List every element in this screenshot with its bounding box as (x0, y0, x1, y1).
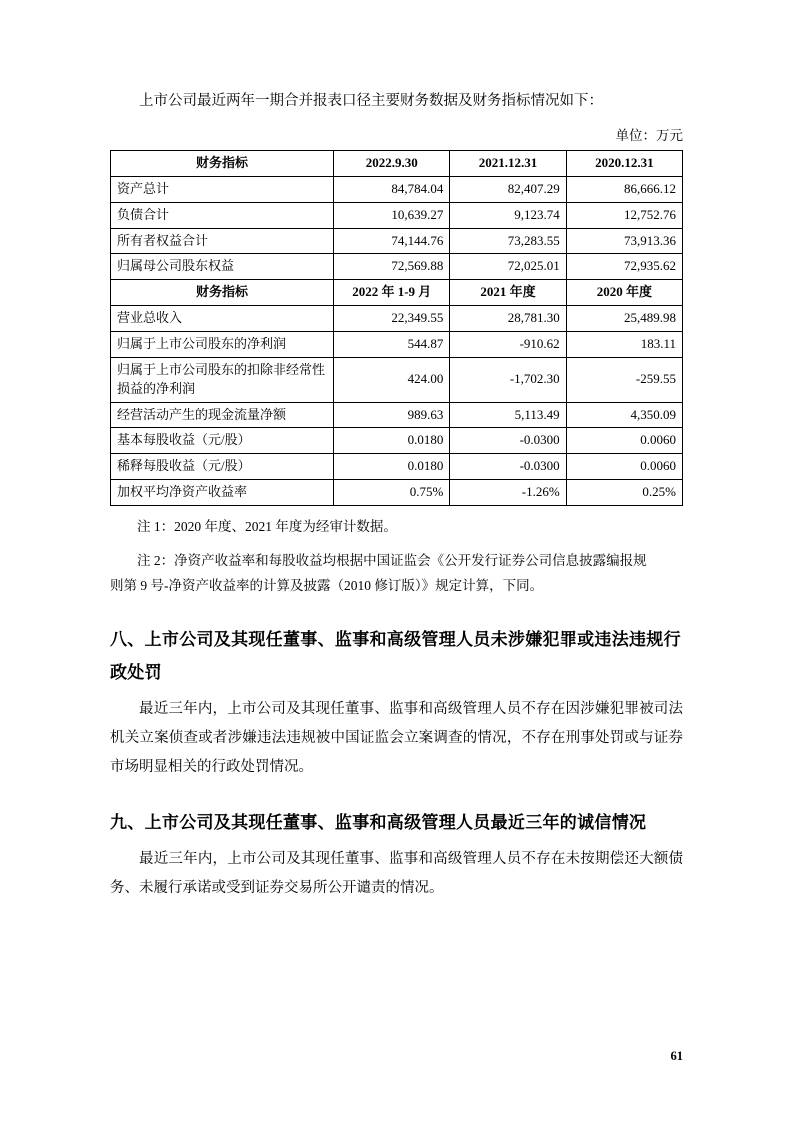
row-label: 资产总计 (111, 176, 334, 202)
row-value: 72,025.01 (450, 254, 566, 280)
row-label: 负债合计 (111, 202, 334, 228)
table-row (111, 306, 683, 332)
intro-paragraph: 上市公司最近两年一期合并报表口径主要财务数据及财务指标情况如下： (139, 93, 603, 109)
row-value: 183.11 (566, 332, 682, 358)
row-value: -259.55 (566, 357, 682, 402)
table-header-row (111, 151, 683, 177)
row-label: 归属于上市公司股东的扣除非经常性损益的净利润 (111, 357, 334, 402)
table-note-2: 注 2：净资产收益率和每股收益均根据中国证监会《公开发行证券公司信息披露编报规 (137, 552, 647, 568)
row-value: 72,569.88 (334, 254, 450, 280)
row-value: 4,350.09 (566, 402, 682, 428)
row-value: 82,407.29 (450, 176, 566, 202)
row-label: 稀释每股收益（元/股） (111, 454, 334, 480)
row-value: 0.0060 (566, 428, 682, 454)
row-value: 424.00 (334, 357, 450, 402)
row-value: 73,283.55 (450, 228, 566, 254)
row-value: 25,489.98 (566, 306, 682, 332)
table-note-1: 注 1：2020 年度、2021 年度为经审计数据。 (137, 518, 397, 534)
section-heading-8: 八、上市公司及其现任董事、监事和高级管理人员未涉嫌犯罪或违法违规行政处罚 (110, 629, 681, 682)
section-body-9: 最近三年内，上市公司及其现任董事、监事和高级管理人员不存在未按期偿还大额债务、未履行承诺或受到证券交易所公开谴责的情况。 (110, 851, 683, 897)
table-row (111, 357, 683, 402)
table-row (111, 228, 683, 254)
row-label: 归属母公司股东权益 (111, 254, 334, 280)
table-row (111, 176, 683, 202)
row-value: 10,639.27 (334, 202, 450, 228)
row-value: 74,144.76 (334, 228, 450, 254)
row-label: 归属于上市公司股东的净利润 (111, 332, 334, 358)
row-value: -910.62 (450, 332, 566, 358)
unit-label: 单位：万元 (615, 128, 683, 144)
column-header: 2022.9.30 (334, 151, 450, 177)
table-header-row (111, 280, 683, 306)
row-value: 544.87 (334, 332, 450, 358)
table-row (111, 332, 683, 358)
row-value: 0.75% (334, 480, 450, 506)
section-heading-9: 九、上市公司及其现任董事、监事和高级管理人员最近三年的诚信情况 (110, 813, 647, 833)
row-label: 基本每股收益（元/股） (111, 428, 334, 454)
row-label: 所有者权益合计 (111, 228, 334, 254)
table-row (111, 428, 683, 454)
table-row (111, 402, 683, 428)
page-number: 61 (670, 1049, 683, 1063)
row-value: 0.25% (566, 480, 682, 506)
row-value: 22,349.55 (334, 306, 450, 332)
row-value: 0.0180 (334, 454, 450, 480)
column-header: 2021 年度 (450, 280, 566, 306)
table-row (111, 454, 683, 480)
row-value: -1.26% (450, 480, 566, 506)
row-value: 72,935.62 (566, 254, 682, 280)
row-label: 加权平均净资产收益率 (111, 480, 334, 506)
row-value: 86,666.12 (566, 176, 682, 202)
row-value: 73,913.36 (566, 228, 682, 254)
row-value: 5,113.49 (450, 402, 566, 428)
column-header: 财务指标 (111, 280, 334, 306)
row-value: 0.0180 (334, 428, 450, 454)
column-header: 2022 年 1-9 月 (334, 280, 450, 306)
column-header: 2021.12.31 (450, 151, 566, 177)
row-value: -1,702.30 (450, 357, 566, 402)
row-value: 28,781.30 (450, 306, 566, 332)
table-row (111, 202, 683, 228)
row-value: 12,752.76 (566, 202, 682, 228)
row-value: 9,123.74 (450, 202, 566, 228)
table-note-2-cont: 则第 9 号-净资产收益率的计算及披露（2010 修订版）》规定计算，下同。 (110, 577, 544, 593)
row-value: -0.0300 (450, 428, 566, 454)
table-row (111, 254, 683, 280)
balance-sheet-table (110, 150, 683, 506)
column-header: 2020.12.31 (566, 151, 682, 177)
row-value: 0.0060 (566, 454, 682, 480)
column-header: 财务指标 (111, 151, 334, 177)
row-value: 84,784.04 (334, 176, 450, 202)
row-value: -0.0300 (450, 454, 566, 480)
column-header: 2020 年度 (566, 280, 682, 306)
row-label: 经营活动产生的现金流量净额 (111, 402, 334, 428)
section-body-8: 最近三年内，上市公司及其现任董事、监事和高级管理人员不存在因涉嫌犯罪被司法机关立案侦查或者涉嫌违法违规被中国证监会立案调查的情况，不存在刑事处罚或与证券市场明显相关的行政处罚情况。 (110, 701, 683, 776)
row-label: 营业总收入 (111, 306, 334, 332)
row-value: 989.63 (334, 402, 450, 428)
table-row (111, 480, 683, 506)
